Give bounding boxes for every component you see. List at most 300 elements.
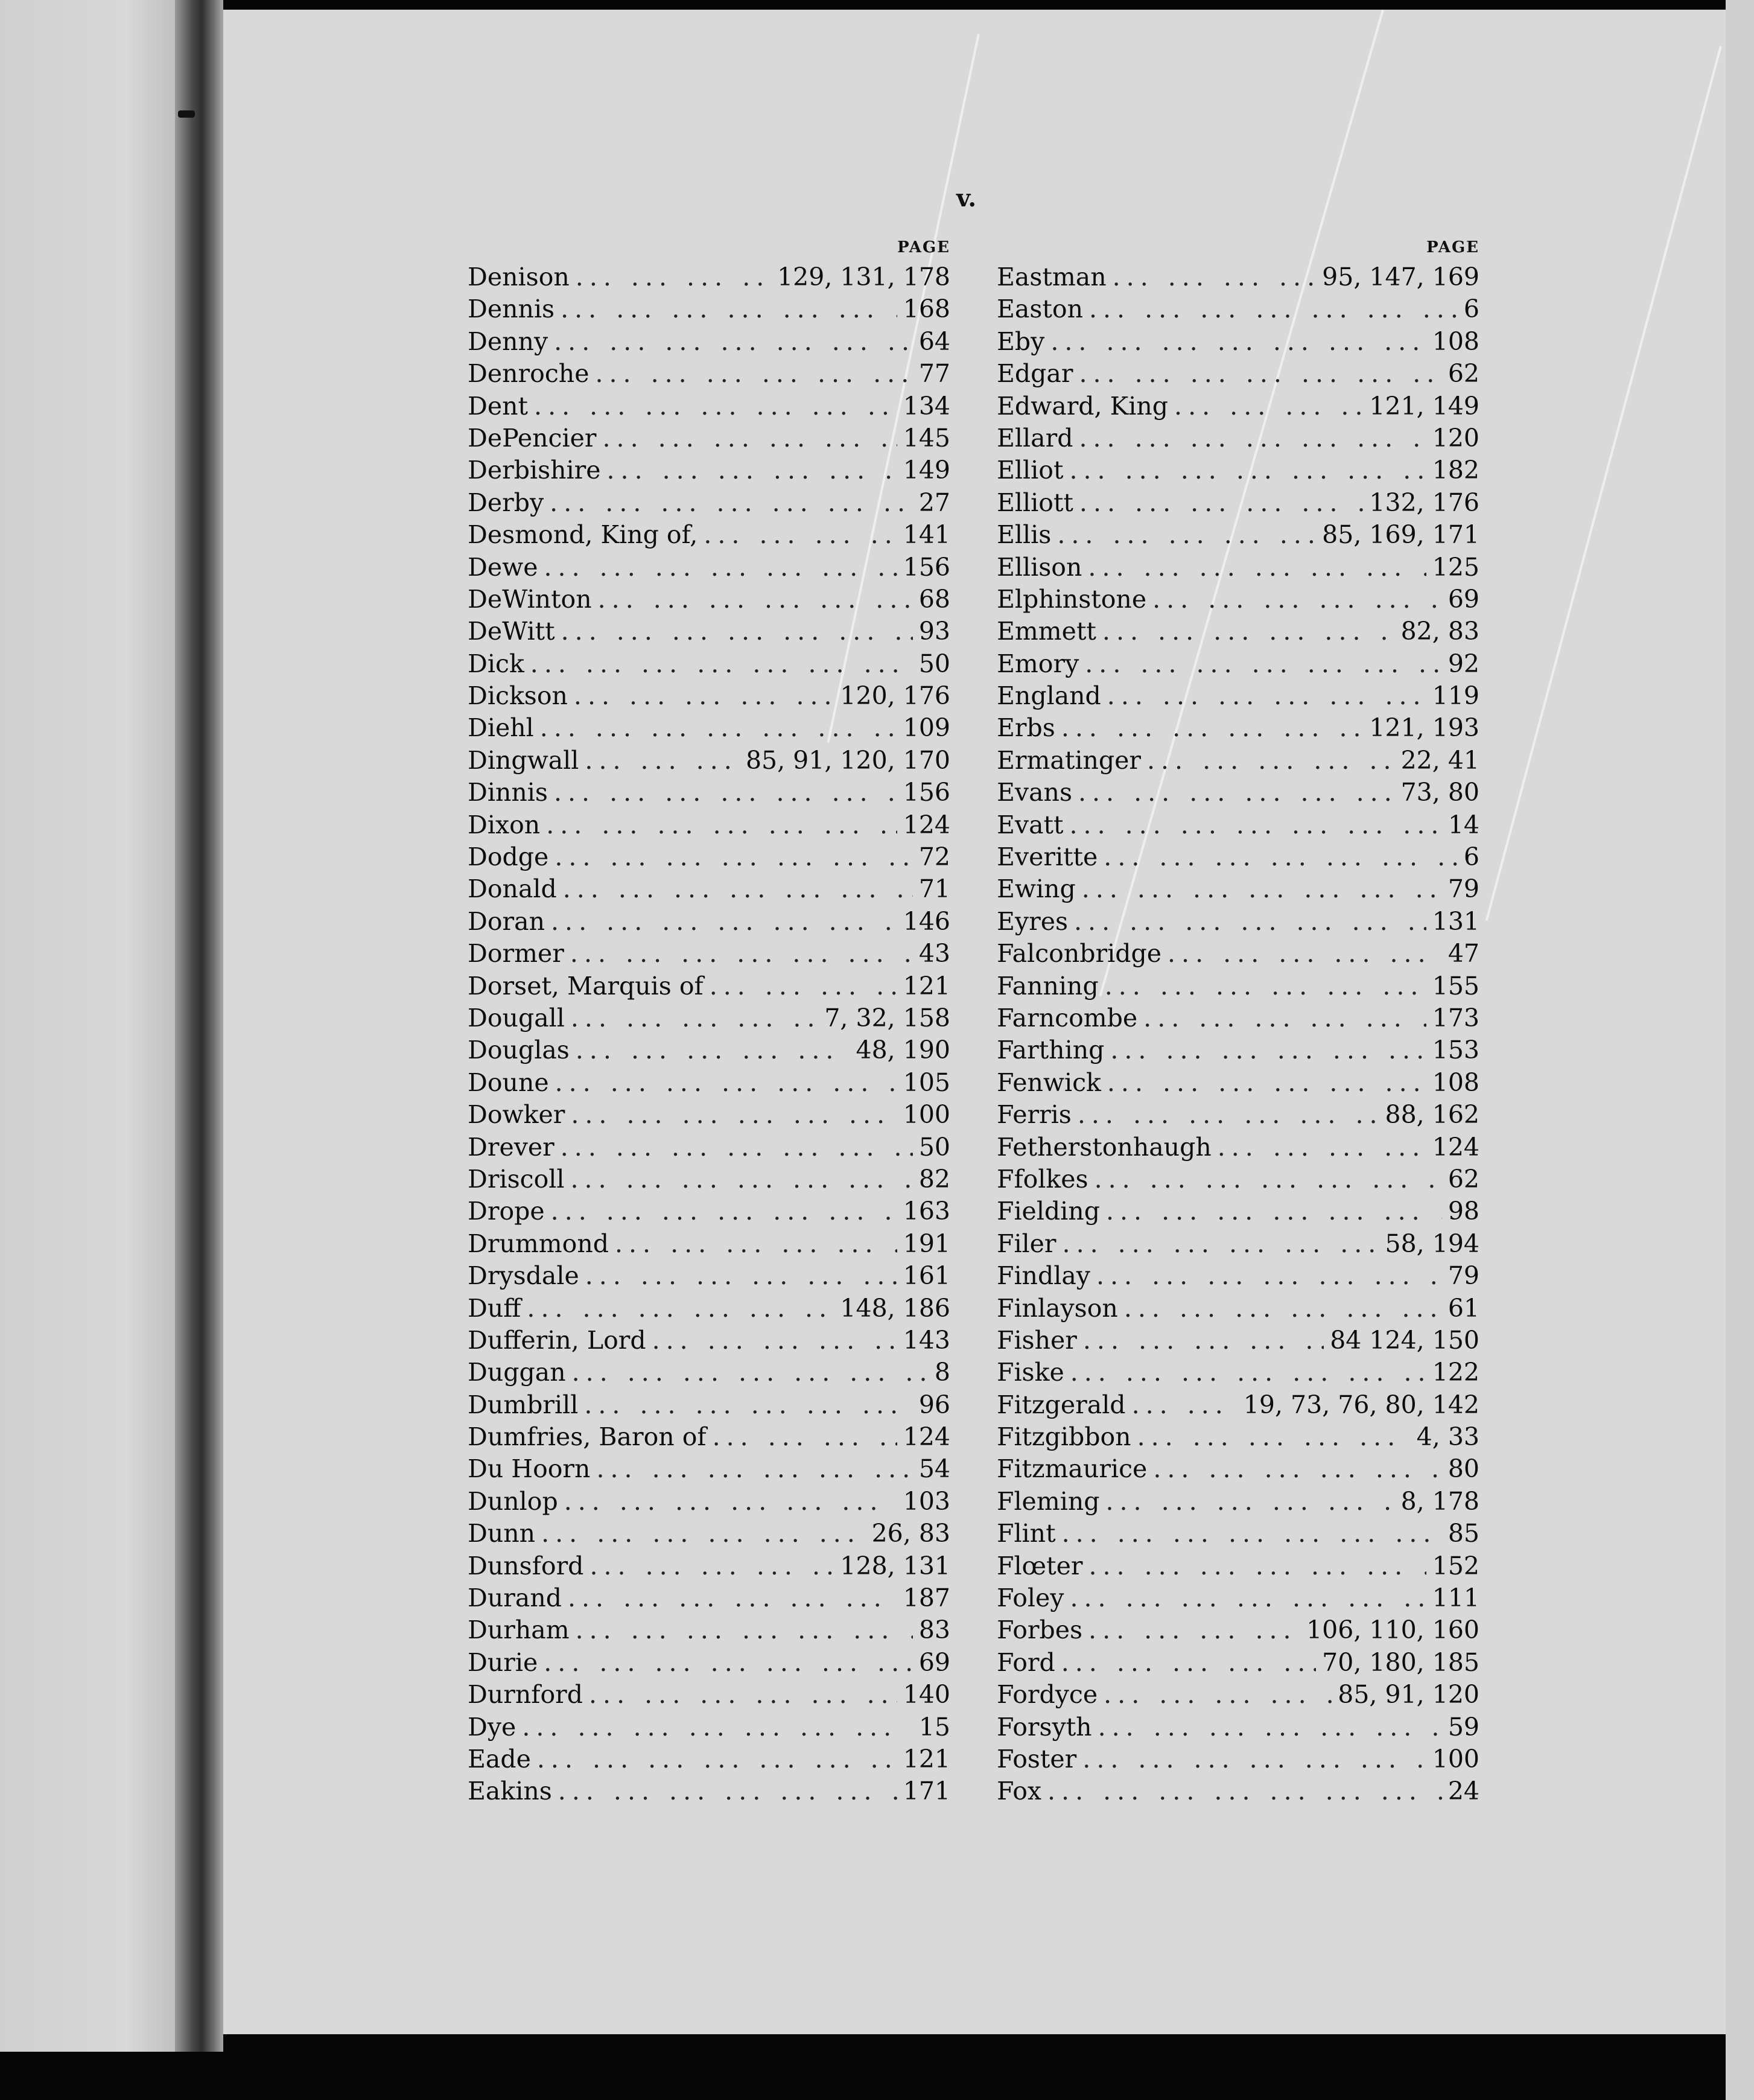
index-entry: [468, 713, 950, 745]
index-entry: [468, 1261, 950, 1293]
entry-name: Ellison: [997, 552, 1082, 582]
entry-pages: 82: [918, 1164, 950, 1194]
entry-pages: 58, 194: [1385, 1229, 1479, 1258]
dot-leader: [527, 1294, 834, 1323]
dot-leader: [546, 810, 897, 839]
dot-leader: [551, 907, 897, 936]
entry-pages: 59: [1447, 1712, 1479, 1742]
entry-pages: 148, 186: [840, 1293, 950, 1323]
entry-pages: 43: [918, 939, 950, 969]
entry-name: Durand: [468, 1583, 562, 1613]
dot-leader: [554, 842, 913, 871]
dot-leader: [1061, 713, 1364, 742]
entry-name: Fanning: [997, 971, 1099, 1001]
index-entry: [468, 262, 950, 294]
index-entry: [997, 1197, 1479, 1229]
entry-pages: 129, 131, 178: [777, 262, 950, 291]
entry-pages: 62: [1447, 359, 1479, 389]
entry-name: Fleming: [997, 1486, 1100, 1516]
index-entry: [468, 681, 950, 713]
entry-name: Ford: [997, 1647, 1055, 1677]
dot-leader: [1079, 424, 1426, 453]
book-gutter: [175, 0, 223, 2052]
entry-pages: 121, 149: [1369, 391, 1479, 421]
entry-name: Derby: [468, 488, 544, 517]
entry-pages: 109: [903, 713, 950, 743]
entry-name: DeWinton: [468, 584, 592, 614]
index-entry: [997, 1454, 1479, 1486]
dot-leader: [710, 972, 897, 1001]
entry-name: Farthing: [997, 1036, 1105, 1065]
dot-leader: [596, 1454, 912, 1483]
index-entry: [997, 1519, 1479, 1551]
index-entry: [997, 874, 1479, 906]
entry-pages: 24: [1447, 1777, 1479, 1806]
entry-name: Everitte: [997, 842, 1098, 872]
entry-name: Ellard: [997, 423, 1073, 453]
entry-pages: 69: [1447, 584, 1479, 614]
entry-pages: 71: [918, 874, 950, 904]
entry-name: DePencier: [468, 423, 597, 453]
index-entry: [997, 262, 1479, 294]
entry-pages: 85, 91, 120, 170: [745, 745, 950, 775]
index-entry: [997, 810, 1479, 842]
dot-leader: [1083, 1326, 1324, 1355]
index-entry: [468, 1358, 950, 1390]
entry-name: England: [997, 681, 1101, 711]
index-entry: [468, 1197, 950, 1229]
entry-pages: 77: [918, 359, 950, 389]
entry-pages: 80: [1447, 1454, 1479, 1484]
entry-pages: 26, 83: [871, 1519, 950, 1548]
entry-name: Dowker: [468, 1100, 565, 1130]
entry-name: Forbes: [997, 1615, 1083, 1645]
dot-leader: [1050, 327, 1426, 356]
index-entry: [997, 907, 1479, 939]
dot-leader: [568, 1583, 897, 1612]
dot-leader: [1152, 585, 1442, 614]
entry-name: Dunsford: [468, 1551, 584, 1580]
entry-name: Derbishire: [468, 456, 601, 485]
index-column-right: [997, 238, 1479, 1809]
entry-name: Eastman: [997, 262, 1107, 291]
entry-name: Dorset, Marquis of: [468, 971, 704, 1001]
entry-pages: 22, 41: [1400, 745, 1479, 775]
dot-leader: [585, 746, 740, 775]
entry-pages: 84 124, 150: [1330, 1325, 1479, 1355]
entry-name: Desmond, King of,: [468, 520, 698, 550]
entry-pages: 121: [903, 1744, 950, 1774]
index-entry: [997, 1004, 1479, 1036]
entry-pages: 15: [918, 1712, 950, 1742]
index-entry: [997, 1680, 1479, 1712]
index-entry: [997, 520, 1479, 552]
dot-leader: [571, 1004, 818, 1032]
index-entry: [468, 392, 950, 424]
dot-leader: [585, 1261, 897, 1290]
dot-leader: [1085, 649, 1442, 678]
dot-leader: [554, 327, 913, 356]
index-entry: [468, 972, 950, 1004]
entry-pages: 4, 33: [1416, 1422, 1479, 1452]
dot-leader: [1082, 874, 1442, 903]
index-entry: [997, 294, 1479, 326]
dot-leader: [1137, 1422, 1411, 1451]
dot-leader: [584, 1390, 912, 1419]
entry-name: Filer: [997, 1229, 1057, 1258]
entry-pages: 69: [918, 1647, 950, 1677]
dot-leader: [1098, 1713, 1442, 1742]
entry-name: Dodge: [468, 842, 549, 872]
index-entry: [468, 1583, 950, 1615]
dot-leader: [1061, 1648, 1316, 1677]
entry-name: Evatt: [997, 810, 1064, 839]
entry-pages: 98: [1447, 1197, 1479, 1226]
index-entry: [997, 392, 1479, 424]
index-entry: [997, 327, 1479, 359]
entry-pages: 156: [903, 778, 950, 807]
entry-pages: 121, 193: [1369, 713, 1479, 743]
entry-name: Driscoll: [468, 1164, 565, 1194]
dot-leader: [1070, 1583, 1426, 1612]
entry-name: Dufferin, Lord: [468, 1325, 646, 1355]
entry-pages: 124: [903, 810, 950, 839]
index-entry: [997, 1390, 1479, 1422]
dot-leader: [589, 1680, 897, 1709]
entry-pages: 143: [903, 1325, 950, 1355]
entry-pages: 47: [1447, 939, 1479, 969]
index-entry: [468, 294, 950, 326]
index-entry: [997, 359, 1479, 391]
index-entry: [468, 456, 950, 488]
entry-pages: 48, 190: [856, 1036, 950, 1065]
index-entry: [997, 1165, 1479, 1197]
index-entry: [468, 1100, 950, 1132]
dot-leader: [1070, 810, 1442, 839]
index-entry: [468, 1648, 950, 1680]
index-entry: [468, 1680, 950, 1712]
entry-pages: 182: [1432, 456, 1479, 485]
dot-leader: [1095, 1165, 1442, 1194]
entry-pages: 120: [1432, 423, 1479, 453]
entry-name: Easton: [997, 294, 1083, 324]
entry-pages: 134: [903, 391, 950, 421]
dot-leader: [522, 1713, 913, 1742]
entry-name: Erbs: [997, 713, 1055, 743]
entry-name: Dormer: [468, 939, 564, 969]
entry-name: Edward, King: [997, 391, 1169, 421]
entry-pages: 79: [1447, 1261, 1479, 1291]
index-entry: [468, 1713, 950, 1745]
dot-leader: [1104, 842, 1458, 871]
entry-name: Flint: [997, 1519, 1056, 1548]
entry-name: Emory: [997, 649, 1079, 678]
entry-name: Fetherstonhaugh: [997, 1132, 1212, 1162]
entry-pages: 141: [903, 520, 950, 550]
dot-leader: [541, 1519, 865, 1548]
dot-leader: [1078, 1100, 1379, 1129]
entry-name: Dingwall: [468, 745, 579, 775]
index-entry: [468, 1004, 950, 1036]
entry-pages: 50: [918, 1132, 950, 1162]
index-column-left: [468, 238, 950, 1809]
index-entry: [468, 1229, 950, 1261]
dot-leader: [561, 294, 897, 323]
dot-leader: [534, 392, 897, 421]
dot-leader: [1088, 1615, 1300, 1644]
index-entry: [468, 424, 950, 456]
index-entry: [468, 1390, 950, 1422]
dot-leader: [558, 1777, 897, 1806]
dot-leader: [1143, 1004, 1426, 1032]
facing-page: [0, 0, 181, 2052]
entry-pages: 64: [918, 326, 950, 356]
index-entry: [468, 939, 950, 971]
entry-pages: 155: [1432, 971, 1479, 1001]
dot-leader: [603, 424, 897, 453]
index-entry: [468, 1326, 950, 1358]
dot-leader: [1107, 1068, 1426, 1097]
entry-pages: 62: [1447, 1164, 1479, 1194]
entry-pages: 125: [1432, 552, 1479, 582]
index-entry: [997, 939, 1479, 971]
index-entry: [997, 778, 1479, 810]
index-entry: [468, 1036, 950, 1068]
dot-leader: [1082, 1745, 1426, 1774]
index-entry: [997, 1713, 1479, 1745]
entry-pages: 73, 80: [1400, 778, 1479, 807]
index-entry: [997, 1487, 1479, 1519]
entry-name: Ffolkes: [997, 1164, 1088, 1194]
entry-name: Dumbrill: [468, 1390, 579, 1419]
entry-pages: 161: [903, 1261, 950, 1291]
entry-pages: 14: [1447, 810, 1479, 839]
entry-name: Elliott: [997, 488, 1073, 517]
dot-leader: [589, 1551, 834, 1580]
entry-pages: 111: [1432, 1583, 1479, 1613]
entry-pages: 82, 83: [1400, 617, 1479, 646]
dot-leader: [554, 778, 897, 807]
index-entry: [468, 778, 950, 810]
index-entry: [468, 907, 950, 939]
entry-name: Fox: [997, 1777, 1042, 1806]
entry-pages: 72: [918, 842, 950, 872]
entry-pages: 124: [903, 1422, 950, 1452]
index-entry: [997, 746, 1479, 778]
dot-leader: [595, 359, 912, 388]
index-entry: [468, 359, 950, 391]
dot-leader: [652, 1326, 897, 1355]
entry-pages: 8: [934, 1358, 950, 1387]
dot-leader: [530, 649, 913, 678]
index-entry: [468, 520, 950, 552]
dot-leader: [607, 456, 897, 485]
index-entry: [468, 649, 950, 681]
entry-pages: 68: [918, 584, 950, 614]
entry-pages: 88, 162: [1385, 1100, 1479, 1130]
dot-leader: [576, 262, 771, 291]
entry-name: Douglas: [468, 1036, 570, 1065]
index-entry: [997, 585, 1479, 617]
entry-name: Dumfries, Baron of: [468, 1422, 707, 1452]
index-entry: [468, 553, 950, 585]
entry-pages: 61: [1447, 1293, 1479, 1323]
entry-name: Fielding: [997, 1197, 1100, 1226]
dot-leader: [1070, 1358, 1426, 1387]
dot-leader: [544, 553, 897, 582]
entry-pages: 156: [903, 552, 950, 582]
entry-name: Elphinstone: [997, 584, 1147, 614]
index-entry: [997, 649, 1479, 681]
index-entry: [997, 1133, 1479, 1165]
entry-name: Denison: [468, 262, 570, 291]
dot-leader: [1069, 456, 1426, 485]
index-entry: [468, 874, 950, 906]
index-entry: [468, 1745, 950, 1777]
index-entry: [997, 1777, 1479, 1809]
entry-name: Doran: [468, 906, 545, 936]
index-entry: [468, 1165, 950, 1197]
entry-pages: 108: [1432, 1068, 1479, 1097]
entry-name: Dewe: [468, 552, 538, 582]
entry-name: Dent: [468, 391, 529, 421]
entry-pages: 100: [1432, 1744, 1479, 1774]
dot-leader: [571, 1165, 913, 1194]
entry-name: Dick: [468, 649, 524, 678]
entry-name: Forsyth: [997, 1712, 1092, 1742]
entry-name: Farncombe: [997, 1003, 1138, 1032]
entry-name: Findlay: [997, 1261, 1090, 1291]
dot-leader: [1107, 681, 1426, 710]
index-entry: [997, 1358, 1479, 1390]
dot-leader: [1106, 1197, 1442, 1226]
dot-leader: [1153, 1454, 1442, 1483]
entry-pages: 50: [918, 649, 950, 678]
entry-name: Fenwick: [997, 1068, 1101, 1097]
index-entry: [997, 488, 1479, 520]
entry-name: Fiske: [997, 1358, 1064, 1387]
index-entry: [468, 810, 950, 842]
dot-leader: [1105, 1487, 1394, 1516]
dot-leader: [537, 1745, 897, 1774]
dot-leader: [576, 1036, 850, 1064]
entry-pages: 140: [903, 1680, 950, 1710]
entry-pages: 95, 147, 169: [1322, 262, 1479, 291]
dot-leader: [1088, 553, 1426, 582]
index-entry: [468, 842, 950, 874]
index-entry: [997, 1648, 1479, 1680]
index-entry: [468, 1422, 950, 1454]
index-entry: [997, 1036, 1479, 1068]
dot-leader: [1057, 520, 1316, 549]
entry-name: Edgar: [997, 359, 1073, 389]
entry-pages: 105: [903, 1068, 950, 1097]
entry-name: Dunlop: [468, 1486, 558, 1516]
entry-name: Emmett: [997, 617, 1096, 646]
entry-pages: 163: [903, 1197, 950, 1226]
entry-name: Dennis: [468, 294, 555, 324]
entry-pages: 6: [1463, 842, 1479, 872]
entry-pages: 121: [903, 971, 950, 1001]
entry-name: Elliot: [997, 456, 1064, 485]
index-entry: [468, 585, 950, 617]
entry-name: Dickson: [468, 681, 568, 711]
entry-name: Dunn: [468, 1519, 536, 1548]
index-entry: [997, 456, 1479, 488]
entry-name: Ermatinger: [997, 745, 1141, 775]
entry-name: Falconbridge: [997, 939, 1161, 969]
entry-name: Donald: [468, 874, 557, 904]
index-entry: [468, 1615, 950, 1647]
entry-pages: 83: [918, 1615, 950, 1645]
entry-pages: 187: [903, 1583, 950, 1613]
dot-leader: [563, 874, 913, 903]
entry-name: Dougall: [468, 1003, 565, 1032]
entry-name: Drope: [468, 1197, 545, 1226]
entry-pages: 149: [903, 456, 950, 485]
entry-name: Dinnis: [468, 778, 548, 807]
entry-pages: 168: [903, 294, 950, 324]
entry-pages: 122: [1432, 1358, 1479, 1387]
dot-leader: [564, 1487, 897, 1516]
index-entry: [468, 1777, 950, 1809]
entry-pages: 103: [903, 1486, 950, 1516]
dot-leader: [1088, 1551, 1426, 1580]
entry-name: Fitzgerald: [997, 1390, 1126, 1419]
entry-pages: 173: [1432, 1003, 1479, 1032]
dot-leader: [704, 520, 897, 549]
dot-leader: [1078, 778, 1395, 807]
dot-leader: [576, 1615, 913, 1644]
index-entry: [997, 1229, 1479, 1261]
entry-name: Drummond: [468, 1229, 609, 1258]
entry-name: Eyres: [997, 906, 1068, 936]
entry-pages: 27: [918, 488, 950, 517]
entry-pages: 85: [1447, 1519, 1479, 1548]
entry-name: Eakins: [468, 1777, 552, 1806]
index-entry: [997, 842, 1479, 874]
entry-name: Finlayson: [997, 1293, 1118, 1323]
dot-leader: [1079, 359, 1441, 388]
index-entry: [468, 1551, 950, 1583]
dot-leader: [1132, 1390, 1238, 1419]
index-entry: [468, 1294, 950, 1326]
entry-name: Du Hoorn: [468, 1454, 591, 1484]
entry-pages: 119: [1432, 681, 1479, 711]
entry-pages: 92: [1447, 649, 1479, 678]
dot-leader: [1110, 1036, 1426, 1064]
dot-leader: [598, 585, 913, 614]
index-entry: [468, 1133, 950, 1165]
index-entry: [997, 617, 1479, 649]
entry-pages: 6: [1463, 294, 1479, 324]
index-entry: [997, 1551, 1479, 1583]
dot-leader: [1168, 939, 1442, 968]
page-edge: [1726, 0, 1754, 2100]
entry-name: Flœter: [997, 1551, 1083, 1580]
index-entry: [997, 713, 1479, 745]
dot-leader: [1102, 617, 1395, 646]
index-entry: [997, 1261, 1479, 1293]
entry-pages: 152: [1432, 1551, 1479, 1580]
index-entry: [997, 1294, 1479, 1326]
dot-leader: [561, 617, 913, 646]
entry-name: Foley: [997, 1583, 1064, 1613]
index-entry: [468, 1487, 950, 1519]
index-page: [223, 10, 1734, 2034]
index-entry: [997, 1100, 1479, 1132]
dot-leader: [561, 1133, 913, 1162]
